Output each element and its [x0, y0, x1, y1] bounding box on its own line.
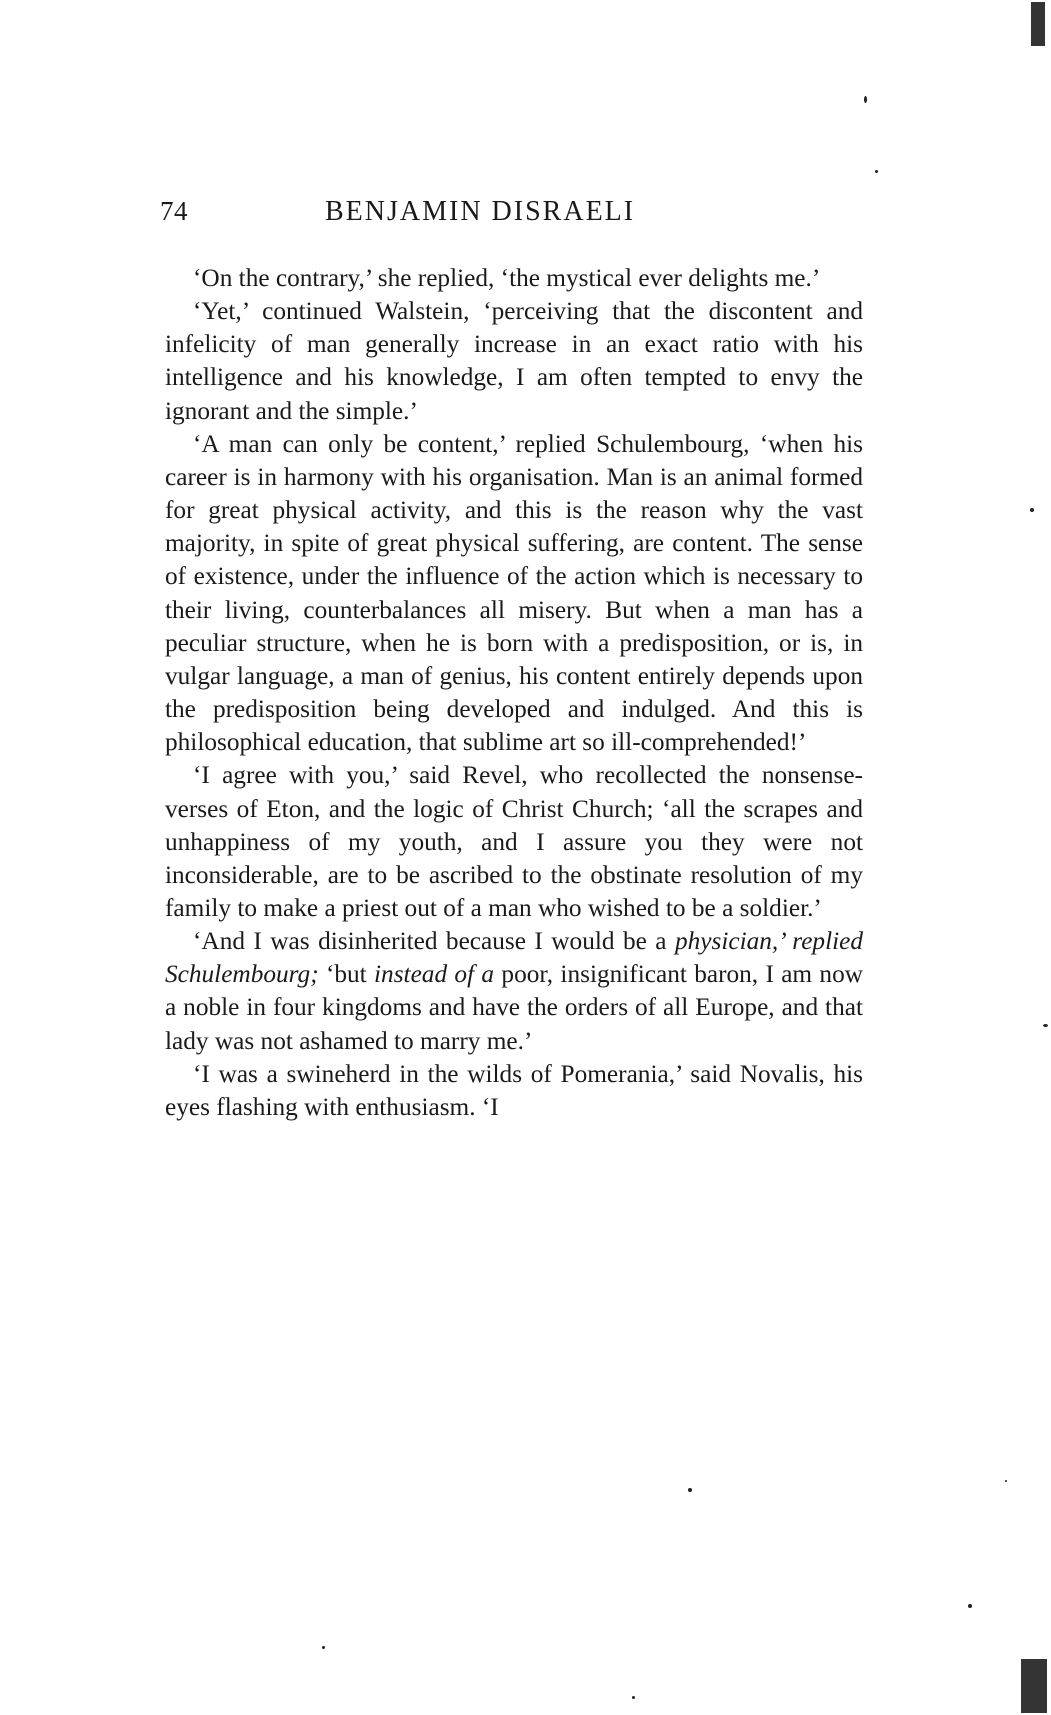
scan-speck	[322, 1646, 325, 1649]
paragraph-5	[165, 925, 863, 1058]
scan-speck	[1030, 508, 1034, 512]
paragraph-6: ‘I was a swineherd in the wilds of Pomerania,’ said Novalis, his eyes flashing with enthusiasm. ‘I	[165, 1059, 863, 1121]
paragraph-2: ‘Yet,’ continued Walstein, ‘perceiving that the discontent and infelicity of man generally increase in an exact ratio with his intelligence and his knowledge, I am often tempted to envy the ignorant and the simple.’	[165, 297, 863, 425]
scan-edge-mark-top	[1031, 2, 1045, 46]
running-head	[160, 196, 860, 236]
scan-speck	[875, 170, 878, 173]
paragraph-5-italic: physician,’ replied Schulembourg;	[165, 927, 863, 989]
body-text	[165, 262, 863, 1124]
paragraph-4: ‘I agree with you,’ said Revel, who recollected the nonsense-verses of Eton, and the logic of Christ Church; ‘all the scrapes and unhappiness of my youth, and I assure you they were not inconsiderable, are to be ascribed to the obstinate resolution of my family to make a priest out of a man who wished to be a soldier.’	[165, 761, 863, 922]
running-title: BENJAMIN DISRAELI	[325, 196, 636, 227]
scan-edge-mark-bottom	[1021, 1659, 1047, 1713]
paragraph-5-end: poor, insignificant baron, I am now a noble in four kingdoms and have the orders of all Europe, and that lady was not ashamed to marry me.’	[165, 960, 863, 1055]
paragraph-1: ‘On the contrary,’ she replied, ‘the mystical ever delights me.’	[193, 264, 821, 292]
scan-speck	[968, 1604, 972, 1608]
scan-speck	[1005, 1480, 1007, 1482]
scan-speck	[864, 96, 867, 103]
paragraph-5-middle: ‘but	[318, 960, 375, 989]
scan-speck	[688, 1488, 692, 1492]
paragraph-5-italic-2: instead of a	[374, 960, 495, 989]
page-number: 74	[160, 196, 188, 226]
paragraph-5-start: ‘And I was disinherited because I would be a	[193, 927, 675, 956]
scan-speck	[1043, 1024, 1048, 1027]
paragraph-3: ‘A man can only be content,’ replied Schulembourg, ‘when his career is in harmony with his organisation. Man is an animal formed for great physical activity, and this is the reason why the vast majority, in spite of great physical suffering, are content. The sense of existence, under the influence of the action which is necessary to their living, counterbalances all misery. But when a man has a peculiar structure, when he is born with a predisposition, or is, in vulgar language, a man of genius, his content entirely depends upon the predisposition being developed and indulged. And this is philosophical education, that sublime art so ill-comprehended!’	[165, 429, 863, 757]
scan-speck	[632, 1696, 635, 1699]
